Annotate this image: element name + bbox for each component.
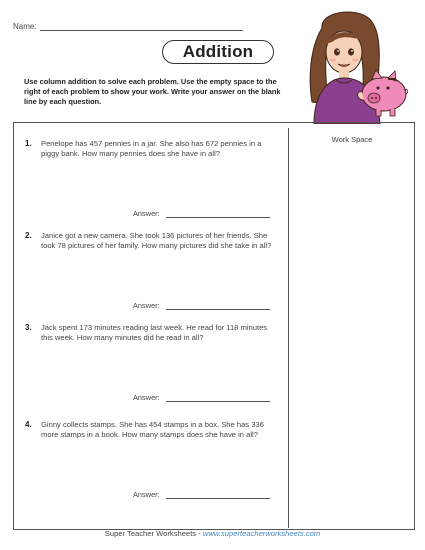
answer-blank-line[interactable]	[166, 394, 270, 402]
footer-separator: -	[196, 529, 203, 538]
work-space-divider	[288, 128, 289, 528]
name-field	[13, 22, 243, 31]
problem-text: Jack spent 173 minutes reading last week. He read for 118 minutes this week. How many minutes did he read in all?	[41, 323, 268, 343]
answer-label: Answer:	[133, 393, 160, 402]
problem-3	[25, 323, 280, 413]
work-space-label: Work Space	[331, 135, 373, 144]
answer-label: Answer:	[133, 490, 160, 499]
answer-label: Answer:	[133, 301, 160, 310]
answer-field	[133, 393, 270, 402]
answer-blank-line[interactable]	[166, 491, 270, 499]
problem-1	[25, 139, 280, 229]
worksheet-title: Addition	[162, 40, 274, 64]
problem-text: Janice got a new camera. She took 136 pictures of her friends. She took 78 pictures of her family. How many pictures did she take in all?	[41, 231, 272, 251]
girl-with-piggy-bank-illustration	[292, 8, 412, 124]
answer-field	[133, 301, 270, 310]
problem-number: 3.	[25, 323, 32, 332]
answer-blank-line[interactable]	[166, 210, 270, 218]
problem-number: 4.	[25, 420, 32, 429]
name-blank-line[interactable]	[40, 23, 243, 31]
answer-blank-line[interactable]	[166, 302, 270, 310]
problem-4	[25, 420, 280, 510]
answer-field	[133, 209, 270, 218]
problem-2	[25, 231, 280, 321]
problem-number: 1.	[25, 139, 32, 148]
footer	[0, 529, 425, 538]
name-label: Name:	[13, 22, 37, 31]
footer-brand: Super Teacher Worksheets	[104, 529, 197, 538]
problem-text: Penelope has 457 pennies in a jar. She also has 672 pennies in a piggy bank. How many pennies does she have in all?	[41, 139, 262, 159]
answer-label: Answer:	[133, 209, 160, 218]
answer-field	[133, 490, 270, 499]
problem-number: 2.	[25, 231, 32, 240]
footer-url-link[interactable]: www.superteacherworksheets.com	[202, 529, 321, 538]
instructions: Use column addition to solve each problem. Use the empty space to the right of each problem to show your work. Write your answer on the blank line by each question.	[24, 77, 281, 107]
problem-text: Ginny collects stamps. She has 454 stamps in a box. She has 336 more stamps in a book. How many stamps does she have in all?	[41, 420, 264, 440]
